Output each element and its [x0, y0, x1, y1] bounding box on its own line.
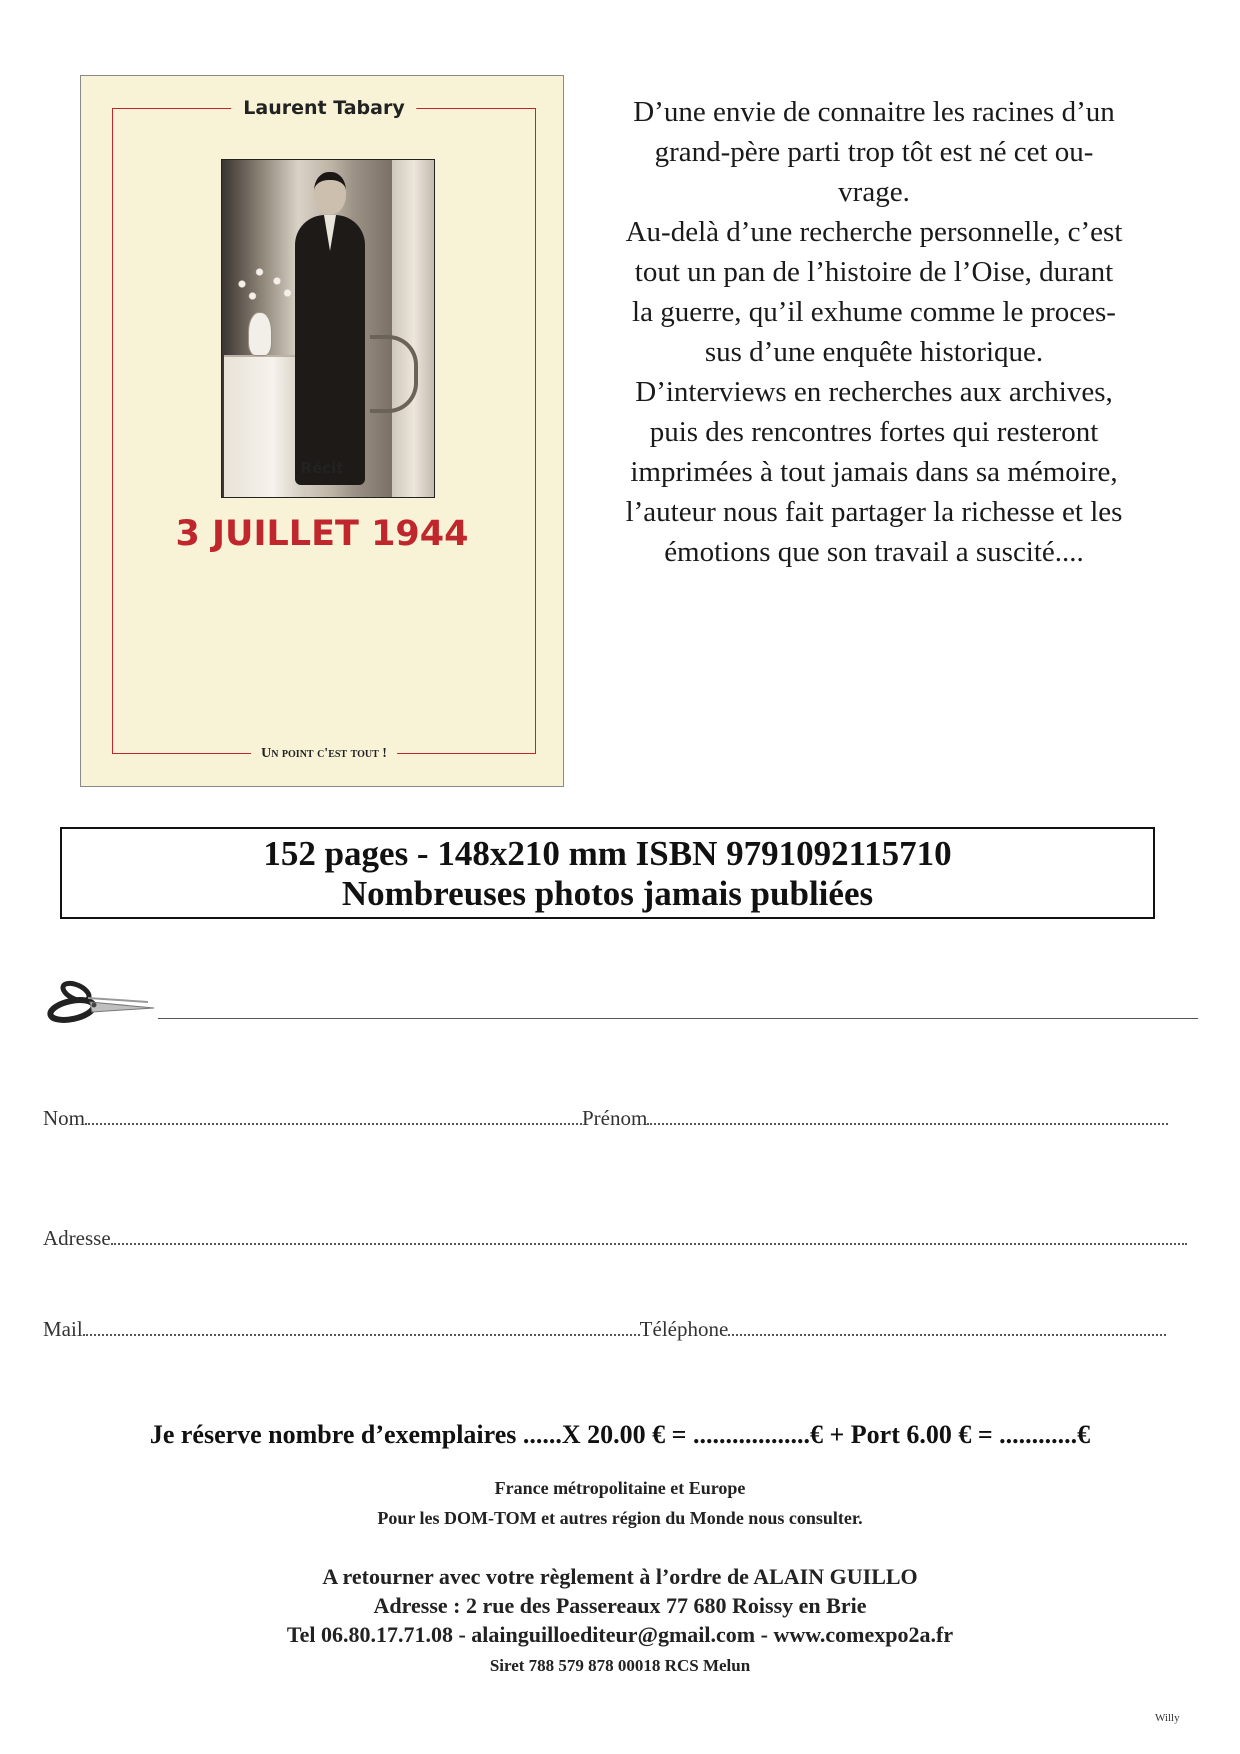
- description-line: puis des rencontres fortes qui resteront: [649, 416, 1099, 448]
- name-row: [43, 1105, 1168, 1131]
- telephone-field[interactable]: [728, 1316, 1166, 1336]
- return-line: A retourner avec votre règlement à l’ordre de ALAIN GUILLO: [322, 1564, 918, 1589]
- description-line: imprimées à tout jamais dans sa mémoire,: [630, 456, 1118, 488]
- cover-title: 3 JUILLET 1944: [175, 514, 469, 554]
- contact-row: [43, 1316, 1166, 1342]
- contact-line: Tel 06.80.17.71.08 - alainguilloediteur@gmail.com - www.comexpo2a.fr: [286, 1622, 954, 1647]
- photo-curtain: [392, 160, 435, 497]
- cover-genre: Récit: [300, 459, 344, 477]
- info-specs: 152 pages - 148x210 mm ISBN 9791092115710: [263, 834, 952, 873]
- description-line: D’une envie de connaitre les racines d’un: [633, 96, 1115, 128]
- description-line: l’auteur nous fait partager la richesse et les: [625, 496, 1123, 528]
- nom-field[interactable]: [85, 1105, 582, 1125]
- photo-man-head: [314, 172, 346, 214]
- prenom-field[interactable]: [647, 1105, 1168, 1125]
- scissors-icon: [44, 972, 156, 1036]
- photo-vase: [248, 312, 272, 356]
- description-line: vrage.: [838, 176, 910, 208]
- info-photos: Nombreuses photos jamais publiées: [341, 874, 874, 913]
- adresse-field[interactable]: [111, 1225, 1187, 1245]
- mail-field[interactable]: [83, 1316, 640, 1336]
- description-line: D’interviews en recherches aux archives,: [635, 376, 1113, 408]
- prenom-label: Prénom: [582, 1106, 648, 1130]
- shipping-note-1: France métropolitaine et Europe: [494, 1478, 746, 1498]
- address-row: [43, 1225, 1187, 1251]
- description-line: Au-delà d’une recherche personnelle, c’est: [625, 216, 1123, 248]
- mail-label: Mail: [43, 1317, 83, 1341]
- photo-man: [295, 215, 365, 485]
- adresse-label: Adresse: [43, 1226, 111, 1250]
- address-line: Adresse : 2 rue des Passereaux 77 680 Roissy en Brie: [373, 1593, 867, 1618]
- nom-label: Nom: [43, 1106, 85, 1130]
- description-line: émotions que son travail a suscité....: [664, 536, 1084, 568]
- description-line: grand-père parti trop tôt est né cet ou-: [654, 136, 1094, 168]
- shipping-note-2: Pour les DOM-TOM et autres région du Monde nous consulter.: [377, 1508, 863, 1528]
- book-description: [588, 92, 1160, 572]
- description-line: sus d’une enquête historique.: [704, 336, 1044, 368]
- reserve-line: Je réserve nombre d’exemplaires ......X 20.00 € = ..................€ + Port 6.00 € = ............€: [149, 1420, 1091, 1449]
- telephone-label: Téléphone: [639, 1317, 729, 1341]
- cover-author: Laurent Tabary: [231, 97, 416, 119]
- book-info-box: [60, 827, 1155, 919]
- footer-signature: Willy: [1155, 1712, 1180, 1724]
- description-line: la guerre, qu’il exhume comme le proces-: [632, 296, 1116, 328]
- description-line: tout un pan de l’histoire de l’Oise, durant: [634, 256, 1114, 288]
- photo-chair: [370, 335, 418, 413]
- cut-line: [158, 1018, 1198, 1019]
- photo-flowers: [228, 260, 298, 320]
- cover-publisher: Un point c'est tout !: [251, 746, 397, 762]
- cover-photo: [221, 159, 435, 498]
- book-cover: [80, 75, 564, 787]
- siret-line: Siret 788 579 878 00018 RCS Melun: [489, 1656, 751, 1675]
